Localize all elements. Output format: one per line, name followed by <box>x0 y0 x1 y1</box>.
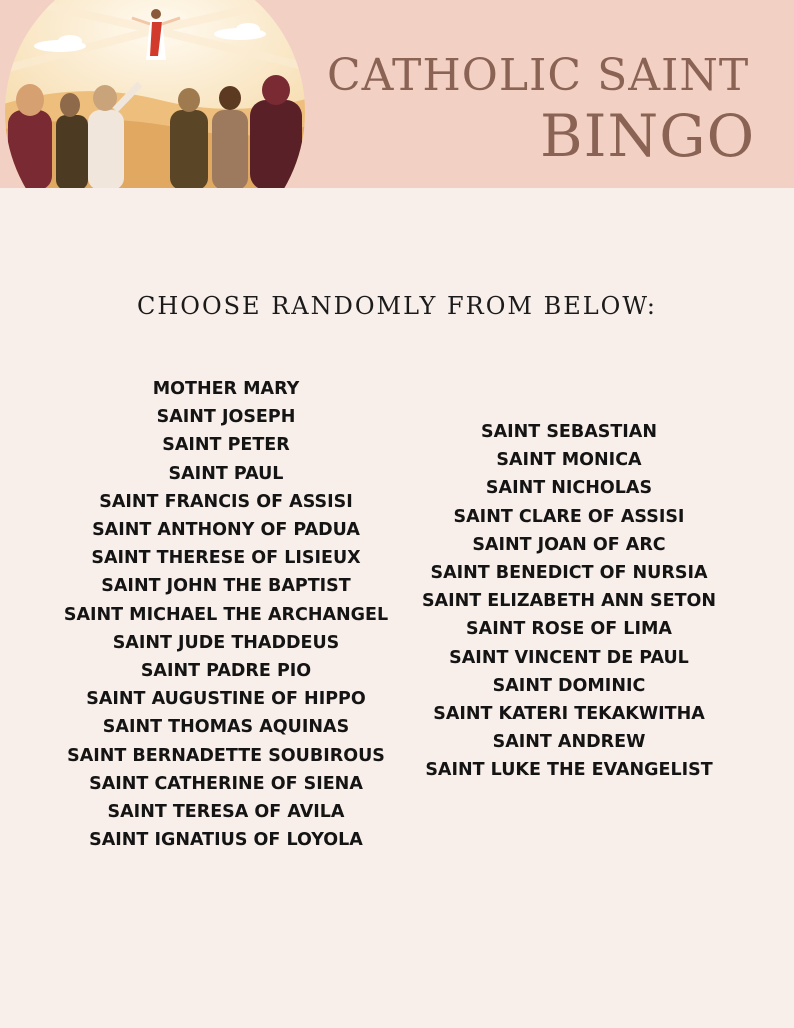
saint-item: SAINT SEBASTIAN <box>480 422 658 442</box>
saint-item: SAINT JOAN OF ARC <box>472 534 666 555</box>
saint-item: SAINT BENEDICT OF NURSIA <box>430 563 708 584</box>
saint-item: MOTHER MARY <box>152 379 300 399</box>
saint-item: SAINT JOHN THE BAPTIST <box>101 576 351 597</box>
saint-item: SAINT PETER <box>162 435 290 456</box>
saint-item: SAINT JOSEPH <box>156 407 296 428</box>
saints-list-left <box>40 375 412 854</box>
title-line-1: CATHOLIC SAINT <box>327 50 750 101</box>
saint-item: SAINT IGNATIUS OF LOYOLA <box>89 830 363 851</box>
saint-item: SAINT KATERI TEKAKWITHA <box>433 704 705 725</box>
saint-item: SAINT MONICA <box>496 450 642 471</box>
saint-item: SAINT AUGUSTINE OF HIPPO <box>86 689 366 710</box>
saint-item: SAINT ELIZABETH ANN SETON <box>421 591 717 612</box>
saints-list-right <box>405 418 733 785</box>
saint-item: SAINT ANTHONY OF PADUA <box>92 520 360 541</box>
saint-item: SAINT FRANCIS OF ASSISI <box>99 491 353 512</box>
saint-item: SAINT THERESE OF LISIEUX <box>91 548 361 569</box>
title-line-2: BINGO <box>540 102 756 170</box>
saint-item: SAINT TERESA OF AVILA <box>107 802 345 823</box>
saint-item: SAINT MICHAEL THE ARCHANGEL <box>63 604 389 625</box>
instruction-heading: CHOOSE RANDOMLY FROM BELOW: <box>136 292 658 320</box>
saint-item: SAINT ANDREW <box>492 732 646 753</box>
saint-item: SAINT BERNADETTE SOUBIROUS <box>67 745 385 766</box>
saint-item: SAINT PADRE PIO <box>140 661 312 682</box>
header-banner <box>0 0 794 188</box>
saint-item: SAINT VINCENT DE PAUL <box>449 647 689 668</box>
saint-item: SAINT LUKE THE EVANGELIST <box>425 760 713 781</box>
saint-item: SAINT NICHOLAS <box>485 478 653 499</box>
saint-item: SAINT CLARE OF ASSISI <box>453 506 685 527</box>
saint-item: SAINT ROSE OF LIMA <box>466 619 672 640</box>
saint-item: SAINT DOMINIC <box>492 675 646 696</box>
saint-item: SAINT JUDE THADDEUS <box>112 632 340 653</box>
saint-item: SAINT PAUL <box>168 463 284 484</box>
ascension-illustration <box>0 0 320 188</box>
saint-item: SAINT CATHERINE OF SIENA <box>89 773 363 794</box>
saint-item: SAINT THOMAS AQUINAS <box>102 717 350 738</box>
